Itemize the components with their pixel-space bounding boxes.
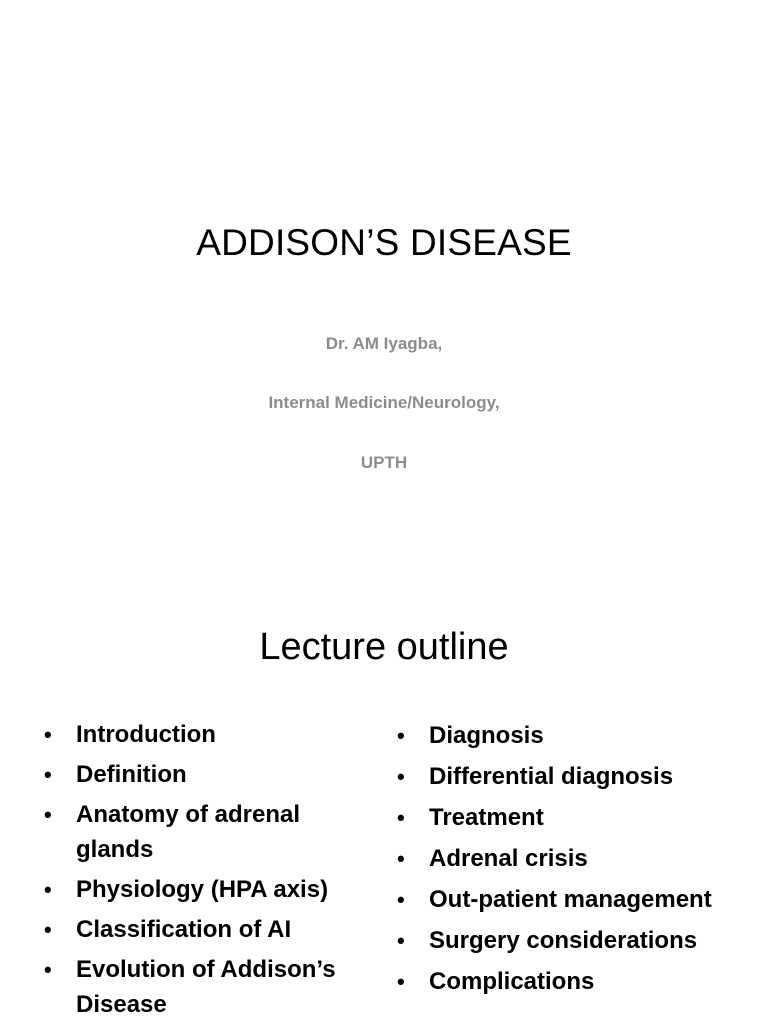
list-item-label: Surgery considerations — [429, 927, 698, 954]
bullet-icon: • — [397, 846, 405, 871]
list-item-label: Classification of AI — [76, 916, 292, 943]
list-item — [44, 757, 364, 792]
list-item-label: Diagnosis — [429, 722, 544, 749]
list-item-label: Complications — [429, 968, 595, 995]
bullet-icon: • — [44, 802, 52, 827]
list-item — [397, 759, 737, 794]
list-item-label: Evolution of Addison’s Disease — [76, 956, 336, 1018]
outline-title: Lecture outline — [259, 626, 509, 668]
bullet-icon: • — [397, 764, 405, 789]
bullet-icon: • — [44, 957, 52, 982]
outline-left-list — [44, 717, 364, 1024]
bullet-icon: • — [397, 969, 405, 994]
list-item — [397, 882, 737, 917]
author-institution: UPTH — [360, 453, 408, 472]
bullet-icon: • — [397, 928, 405, 953]
bullet-icon: • — [44, 877, 52, 902]
list-item-label: Definition — [76, 761, 187, 788]
slide-title: ADDISON’S DISEASE — [196, 222, 572, 263]
list-item — [397, 718, 737, 753]
bullet-icon: • — [397, 723, 405, 748]
list-item — [44, 952, 364, 1022]
list-item — [44, 797, 364, 867]
list-item-label: Anatomy of adrenal glands — [76, 801, 301, 863]
list-item-label: Physiology (HPA axis) — [76, 876, 329, 903]
list-item — [397, 923, 737, 958]
author-department: Internal Medicine/Neurology, — [268, 393, 500, 412]
bullet-icon: • — [44, 722, 52, 747]
outline-slide — [0, 576, 768, 1024]
list-item-label: Introduction — [76, 721, 216, 748]
list-item — [44, 912, 364, 947]
list-item-label: Adrenal crisis — [429, 845, 588, 872]
author-name: Dr. AM Iyagba, — [325, 334, 443, 353]
list-item — [44, 872, 364, 907]
bullet-icon: • — [44, 917, 52, 942]
list-item-label: Differential diagnosis — [429, 763, 674, 790]
list-item — [397, 964, 737, 999]
list-item — [44, 717, 364, 752]
outline-right-list — [397, 718, 737, 1005]
list-item-label: Out-patient management — [429, 886, 712, 913]
list-item — [397, 800, 737, 835]
bullet-icon: • — [397, 887, 405, 912]
bullet-icon: • — [44, 762, 52, 787]
bullet-icon: • — [397, 805, 405, 830]
list-item-label: Treatment — [429, 804, 544, 831]
list-item — [397, 841, 737, 876]
